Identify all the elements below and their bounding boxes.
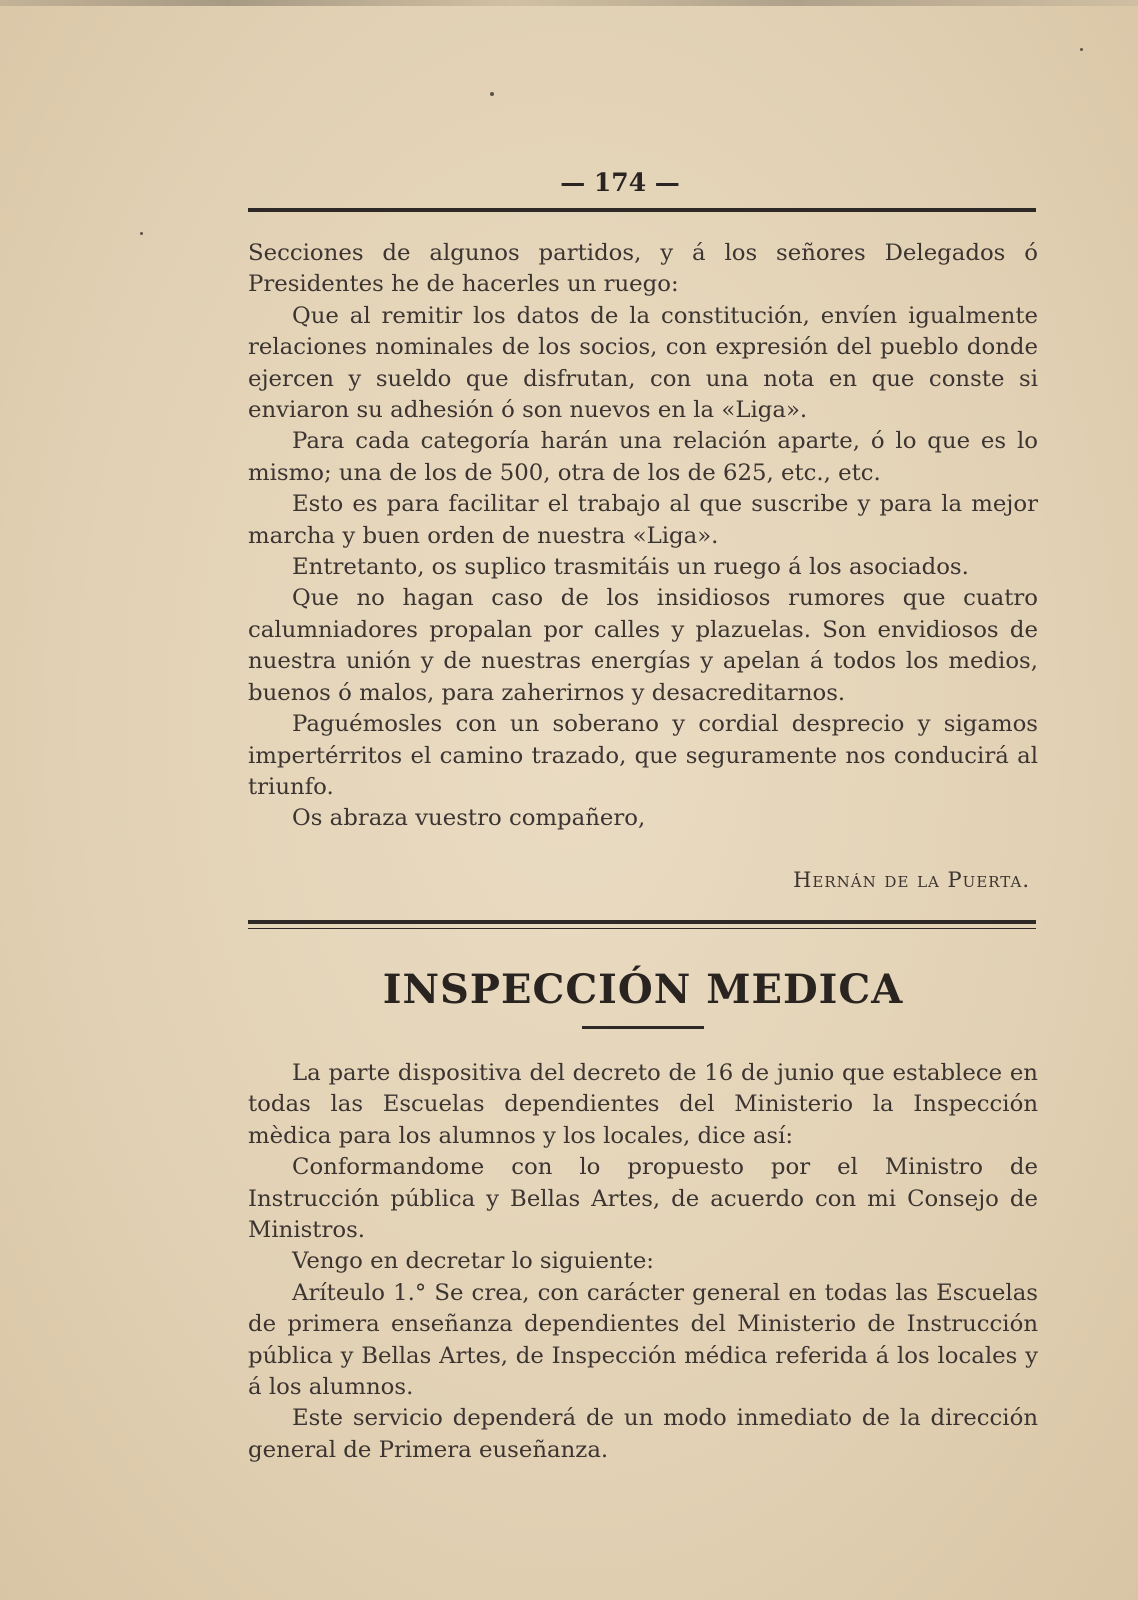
letter-signature: Hernán de la Puerta. — [793, 868, 1030, 892]
page-number: — 174 — — [560, 168, 680, 197]
letter-paragraph: Que no hagan caso de los insidiosos rumores que cuatro calumniadores propalan por calles y plazuelas. Son envidiosos de nuestra unión y de nuestras energías y apelan á todos los medios, buenos ó malos, para zaherirnos y desacreditarnos. — [248, 585, 1038, 706]
letter-paragraph: Paguémosles con un soberano y cordial desprecio y sigamos impertérritos el camino trazado, que seguramente nos conducirá al triunfo. — [248, 711, 1038, 800]
section-heading: INSPECCIÓN MEDICA — [382, 966, 904, 1013]
page-top-edge — [0, 0, 1138, 6]
section-paragraph: La parte dispositiva del decreto de 16 de junio que establece en todas las Escuelas dependientes del Ministerio la Inspección mèdica para los alumnos y los locales, dice así: — [248, 1060, 1038, 1149]
paper-speck — [1080, 48, 1083, 51]
section-paragraph: Vengo en decretar lo siguiente: — [292, 1248, 654, 1275]
section-divider-bottom — [248, 928, 1036, 929]
letter-paragraph: Secciones de algunos partidos, y á los señores Delegados ó Presidentes he de hacerles un ruego: — [248, 240, 1038, 298]
letter-paragraph: Esto es para facilitar el trabajo al que suscribe y para la mejor marcha y buen orden de nuestra «Liga». — [248, 491, 1038, 549]
letter-paragraph: Para cada categoría harán una relación aparte, ó lo que es lo mismo; una de los de 500, otra de los de 625, etc., etc. — [248, 428, 1038, 486]
paper-speck — [140, 232, 143, 235]
section-divider-top — [248, 920, 1036, 924]
heading-underline — [582, 1026, 704, 1029]
paper-speck — [490, 92, 494, 96]
letter-body — [248, 238, 1038, 835]
section-paragraph: Conformandome con lo propuesto por el Ministro de Instrucción pública y Bellas Artes, de acuerdo con mi Consejo de Ministros. — [248, 1154, 1038, 1244]
section-paragraph: Aríteulo 1.° Se crea, con carácter general en todas las Escuelas de primera enseñanza dependientes del Ministerio de Instrucción pública y Bellas Artes, de Inspección médica referida á los locales y á los alumnos. — [248, 1279, 1038, 1401]
header-rule — [248, 208, 1036, 212]
section-paragraph: Este servicio dependerá de un modo inmediato de la dirección general de Primera euseñanza. — [248, 1405, 1038, 1463]
letter-paragraph: Os abraza vuestro compañero, — [292, 805, 646, 832]
letter-paragraph: Que al remitir los datos de la constitución, envíen igualmente relaciones nominales de los socios, con expresión del pueblo donde ejercen y sueldo que disfrutan, con una nota en que conste si enviaron su adhesión ó son nuevos en la «Liga». — [248, 302, 1038, 424]
section-body — [248, 1058, 1038, 1466]
letter-paragraph: Entretanto, os suplico trasmitáis un ruego á los asociados. — [292, 554, 969, 581]
